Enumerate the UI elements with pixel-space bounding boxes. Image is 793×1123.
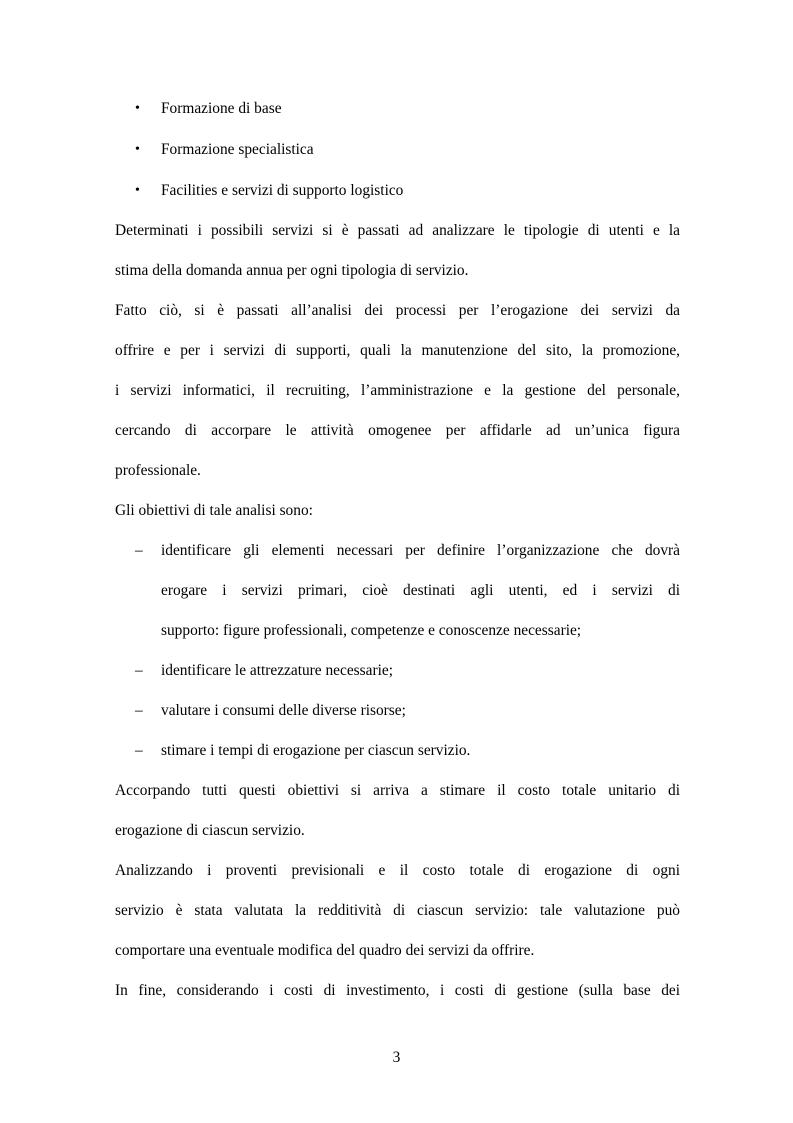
text-line: Analizzando i proventi previsionali e il costo totale di erogazione di ogni	[115, 862, 680, 879]
paragraph-profitability	[115, 851, 680, 971]
text-line: In fine, considerando i costi di investimento, i costi di gestione (sulla base dei	[115, 982, 680, 999]
paragraph-services-analysis	[115, 211, 680, 291]
list-item-line: supporto: figure professionali, competenze e conoscenze necessarie;	[161, 622, 582, 639]
list-item	[115, 731, 680, 771]
text-line: professionale.	[115, 462, 201, 479]
list-item-line: erogare i servizi primari, cioè destinati agli utenti, ed i servizi di	[161, 582, 680, 599]
list-item	[115, 651, 680, 691]
text-line: Fatto ciò, si è passati all’analisi dei processi per l’erogazione dei servizi da	[115, 302, 680, 319]
document-body	[115, 88, 680, 1011]
dash-icon: –	[135, 662, 143, 679]
bullet-icon: •	[135, 142, 140, 157]
list-item	[115, 531, 680, 651]
list-item-line: stimare i tempi di erogazione per ciascun servizio.	[161, 742, 471, 759]
objectives-list	[115, 531, 680, 771]
text-line: i servizi informatici, il recruiting, l’amministrazione e la gestione del personale,	[115, 382, 680, 399]
text-line: erogazione di ciascun servizio.	[115, 822, 305, 839]
dash-icon: –	[135, 542, 143, 559]
list-item-line: valutare i consumi delle diverse risorse;	[161, 702, 406, 719]
list-item	[115, 170, 680, 211]
paragraph-unit-cost	[115, 771, 680, 851]
text-line: offrire e per i servizi di supporti, quali la manutenzione del sito, la promozione,	[115, 342, 680, 359]
text-line: cercando di accorpare le attività omogenee per affidarle ad un’unica figura	[115, 422, 680, 439]
bullet-icon: •	[135, 183, 140, 198]
list-item	[115, 129, 680, 170]
services-list	[115, 88, 680, 211]
text-line: Accorpando tutti questi obiettivi si arriva a stimare il costo totale unitario di	[115, 782, 680, 799]
paragraph-objectives-intro: Gli obiettivi di tale analisi sono:	[115, 502, 313, 519]
list-item-line: identificare le attrezzature necessarie;	[161, 662, 393, 679]
list-item	[115, 88, 680, 129]
list-item-text: Formazione di base	[161, 100, 282, 117]
list-item-line: identificare gli elementi necessari per definire l’organizzazione che dovrà	[161, 542, 680, 559]
text-line: stima della domanda annua per ogni tipologia di servizio.	[115, 262, 469, 279]
text-line: comportare una eventuale modifica del quadro dei servizi da offrire.	[115, 942, 535, 959]
list-item	[115, 691, 680, 731]
dash-icon: –	[135, 742, 143, 759]
text-line: servizio è stata valutata la redditività di ciascun servizio: tale valutazione può	[115, 902, 680, 919]
list-item-text: Facilities e servizi di supporto logistico	[161, 182, 404, 199]
dash-icon: –	[135, 702, 143, 719]
paragraph-investment	[115, 971, 680, 1011]
paragraph-process-analysis	[115, 291, 680, 491]
text-line: Determinati i possibili servizi si è passati ad analizzare le tipologie di utenti e la	[115, 222, 680, 239]
list-item-text: Formazione specialistica	[161, 141, 314, 158]
page-number: 3	[392, 1049, 401, 1066]
bullet-icon: •	[135, 101, 140, 116]
